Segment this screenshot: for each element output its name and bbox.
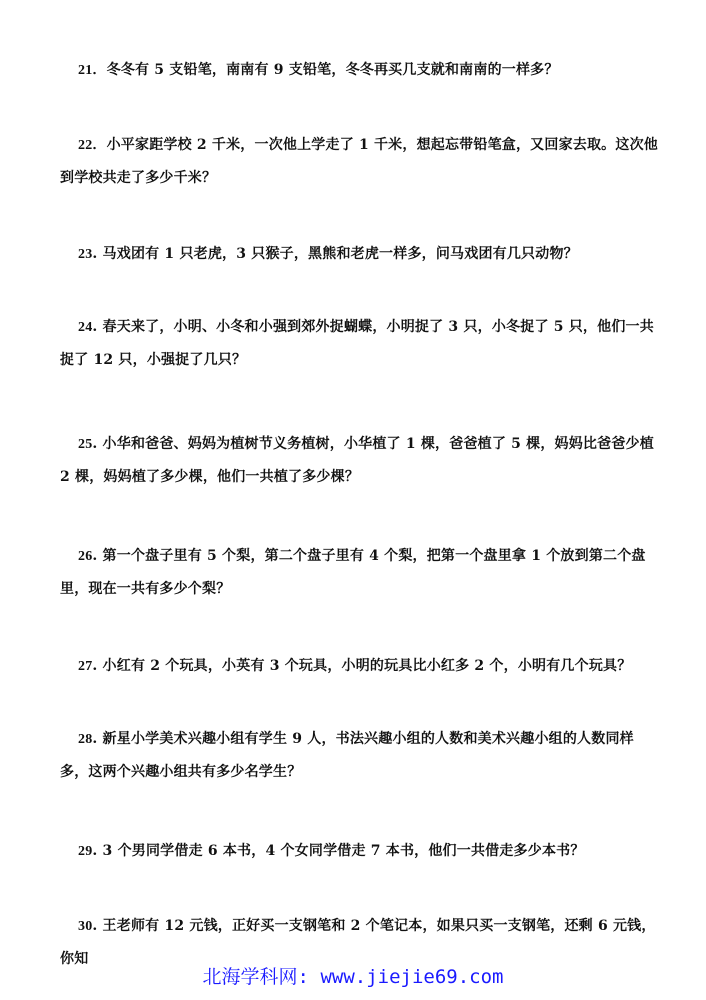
- question-29: [60, 835, 660, 868]
- footer-url-link[interactable]: www.jiejie69.com: [320, 966, 504, 988]
- question-number: 28: [78, 732, 93, 747]
- footer-watermark: [0, 962, 706, 989]
- question-text: . 春天来了，小明、小冬和小强到郊外捉蝴蝶，小明捉了 3 只，小冬捉了 5 只，他们一共捉了 12 只，小强捉了几只？: [60, 319, 654, 368]
- question-number: 29: [78, 844, 93, 859]
- question-text: . 3 个男同学借走 6 本书，4 个女同学借走 7 本书，他们一共借走多少本书？: [92, 843, 585, 859]
- question-text: . 第一个盘子里有 5 个梨，第二个盘子里有 4 个梨，把第一个盘里拿 1 个放到第二个盘里，现在一共有多少个梨？: [60, 548, 646, 597]
- question-number: 26: [78, 549, 93, 564]
- footer-site-name: 北海学科网: [202, 966, 298, 988]
- question-number: 24: [78, 320, 93, 335]
- question-number: 30: [78, 919, 93, 934]
- question-text: ．冬冬有 5 支铅笔，南南有 9 支铅笔，冬冬再买几支就和南南的一样多？: [92, 62, 559, 78]
- question-number: 25: [78, 437, 93, 452]
- question-text: . 小华和爸爸、妈妈为植树节义务植树，小华植了 1 棵，爸爸植了 5 棵，妈妈比爸爸少植 2 棵，妈妈植了多少棵，他们一共植了多少棵？: [60, 436, 654, 485]
- question-22: [60, 129, 660, 195]
- question-28: [60, 723, 660, 789]
- question-number: 23: [78, 247, 93, 262]
- footer-separator: :: [297, 966, 321, 988]
- question-26: [60, 540, 660, 606]
- question-text: . 小红有 2 个玩具，小英有 3 个玩具，小明的玩具比小红多 2 个，小明有几个玩具？: [92, 658, 632, 674]
- question-21: [60, 54, 660, 87]
- question-23: [60, 238, 660, 271]
- question-text: . 新星小学美术兴趣小组有学生 9 人，书法兴趣小组的人数和美术兴趣小组的人数同样多，这两个兴趣小组共有多少名学生？: [60, 731, 634, 780]
- question-number: 21: [78, 63, 93, 78]
- question-text: ．小平家距学校 2 千米，一次他上学走了 1 千米，想起忘带铅笔盒，又回家去取。这次他到学校共走了多少千米？: [60, 137, 658, 186]
- question-number: 22: [78, 138, 93, 153]
- question-text: . 马戏团有 1 只老虎，3 只猴子，黑熊和老虎一样多，问马戏团有几只动物？: [92, 246, 578, 262]
- question-24: [60, 311, 660, 377]
- question-number: 27: [78, 659, 93, 674]
- question-27: [60, 650, 660, 683]
- question-25: [60, 428, 660, 494]
- question-text: . 王老师有 12 元钱，正好买一支钢笔和 2 个笔记本，如果只买一支钢笔，还剩 6 元钱，你知: [60, 918, 656, 967]
